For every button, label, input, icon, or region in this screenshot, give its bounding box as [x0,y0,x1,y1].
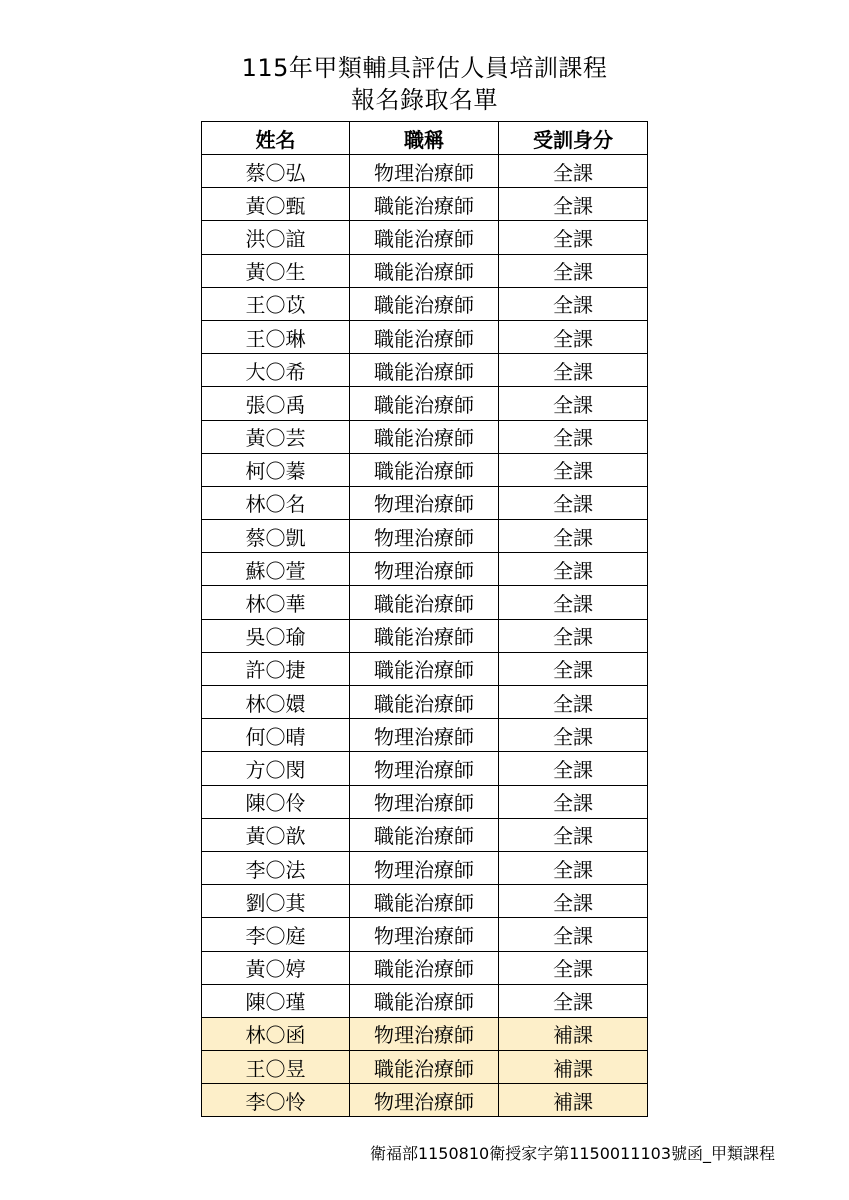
cell-title: 物理治療師 [350,155,499,188]
cell-name: 李〇法 [202,851,350,884]
cell-title: 職能治療師 [350,586,499,619]
table-row [202,619,648,652]
cell-name: 蘇〇萱 [202,553,350,586]
cell-title: 職能治療師 [350,984,499,1017]
cell-name: 大〇希 [202,354,350,387]
table-row [202,785,648,818]
cell-title: 職能治療師 [350,453,499,486]
cell-status: 全課 [499,387,648,420]
cell-status: 全課 [499,188,648,221]
cell-name: 林〇函 [202,1017,350,1050]
cell-title: 物理治療師 [350,719,499,752]
cell-name: 黃〇甄 [202,188,350,221]
table-row [202,520,648,553]
table-row [202,553,648,586]
column-header-name: 姓名 [202,122,350,155]
cell-status: 全課 [499,287,648,320]
cell-title: 職能治療師 [350,188,499,221]
cell-status: 全課 [499,155,648,188]
cell-name: 劉〇萁 [202,885,350,918]
cell-name: 張〇禹 [202,387,350,420]
cell-status: 全課 [499,984,648,1017]
cell-status: 全課 [499,553,648,586]
cell-title: 職能治療師 [350,420,499,453]
cell-title: 職能治療師 [350,686,499,719]
cell-status: 全課 [499,520,648,553]
cell-status: 全課 [499,752,648,785]
table-row [202,984,648,1017]
cell-status: 全課 [499,719,648,752]
cell-status: 補課 [499,1084,648,1117]
cell-status: 全課 [499,586,648,619]
table-row [202,851,648,884]
cell-name: 王〇琳 [202,320,350,353]
cell-name: 許〇捷 [202,652,350,685]
table-row [202,1084,648,1117]
cell-title: 職能治療師 [350,619,499,652]
cell-title: 物理治療師 [350,520,499,553]
cell-title: 物理治療師 [350,553,499,586]
cell-status: 全課 [499,486,648,519]
cell-status: 全課 [499,619,648,652]
cell-name: 林〇嬛 [202,686,350,719]
cell-name: 吳〇瑜 [202,619,350,652]
cell-name: 李〇庭 [202,918,350,951]
table-row [202,420,648,453]
cell-title: 職能治療師 [350,354,499,387]
enrollment-table [201,121,648,1117]
cell-name: 黃〇生 [202,254,350,287]
table-row [202,752,648,785]
table-row [202,885,648,918]
table-row [202,818,648,851]
cell-status: 全課 [499,785,648,818]
cell-title: 物理治療師 [350,1084,499,1117]
table-row [202,686,648,719]
cell-status: 全課 [499,453,648,486]
table-row [202,1051,648,1084]
table-row [202,453,648,486]
table-row [202,221,648,254]
table-row [202,320,648,353]
table-body [202,155,648,1117]
cell-title: 職能治療師 [350,320,499,353]
document-header [0,52,849,116]
cell-title: 職能治療師 [350,885,499,918]
cell-name: 王〇昱 [202,1051,350,1084]
document-title: 115年甲類輔具評估人員培訓課程 [241,54,608,82]
cell-name: 陳〇瑾 [202,984,350,1017]
cell-name: 洪〇誼 [202,221,350,254]
table-row [202,155,648,188]
column-header-status: 受訓身分 [499,122,648,155]
cell-status: 補課 [499,1051,648,1084]
table-row [202,719,648,752]
cell-name: 李〇怜 [202,1084,350,1117]
table-row [202,918,648,951]
cell-title: 職能治療師 [350,818,499,851]
table-row [202,188,648,221]
table-row [202,254,648,287]
table-row [202,354,648,387]
cell-title: 物理治療師 [350,785,499,818]
cell-title: 職能治療師 [350,287,499,320]
cell-status: 全課 [499,254,648,287]
cell-name: 蔡〇凱 [202,520,350,553]
cell-status: 全課 [499,420,648,453]
cell-status: 全課 [499,918,648,951]
cell-title: 物理治療師 [350,851,499,884]
cell-title: 職能治療師 [350,254,499,287]
cell-status: 全課 [499,851,648,884]
cell-name: 黃〇芸 [202,420,350,453]
cell-name: 何〇晴 [202,719,350,752]
cell-name: 陳〇伶 [202,785,350,818]
table-row [202,586,648,619]
cell-name: 林〇華 [202,586,350,619]
table-row [202,287,648,320]
cell-title: 物理治療師 [350,918,499,951]
document-reference-footer: 衛福部1150810衛授家字第1150011103號函_甲類課程 [369,1144,775,1163]
cell-status: 全課 [499,320,648,353]
table-row [202,951,648,984]
table-row [202,1017,648,1050]
table-row [202,652,648,685]
cell-title: 物理治療師 [350,486,499,519]
cell-title: 職能治療師 [350,221,499,254]
cell-status: 全課 [499,885,648,918]
cell-title: 職能治療師 [350,652,499,685]
cell-name: 柯〇蓁 [202,453,350,486]
column-header-title: 職稱 [350,122,499,155]
table-header-row [202,122,648,155]
cell-status: 全課 [499,818,648,851]
cell-status: 全課 [499,221,648,254]
cell-title: 物理治療師 [350,1017,499,1050]
table-row [202,387,648,420]
cell-status: 全課 [499,951,648,984]
cell-name: 林〇名 [202,486,350,519]
cell-status: 補課 [499,1017,648,1050]
cell-title: 物理治療師 [350,752,499,785]
cell-status: 全課 [499,354,648,387]
cell-title: 職能治療師 [350,1051,499,1084]
cell-name: 方〇閔 [202,752,350,785]
document-subtitle: 報名錄取名單 [351,86,498,114]
cell-name: 黃〇婷 [202,951,350,984]
table-row [202,486,648,519]
cell-title: 職能治療師 [350,951,499,984]
cell-name: 黃〇歆 [202,818,350,851]
cell-name: 蔡〇弘 [202,155,350,188]
cell-status: 全課 [499,686,648,719]
cell-status: 全課 [499,652,648,685]
cell-name: 王〇苡 [202,287,350,320]
cell-title: 職能治療師 [350,387,499,420]
